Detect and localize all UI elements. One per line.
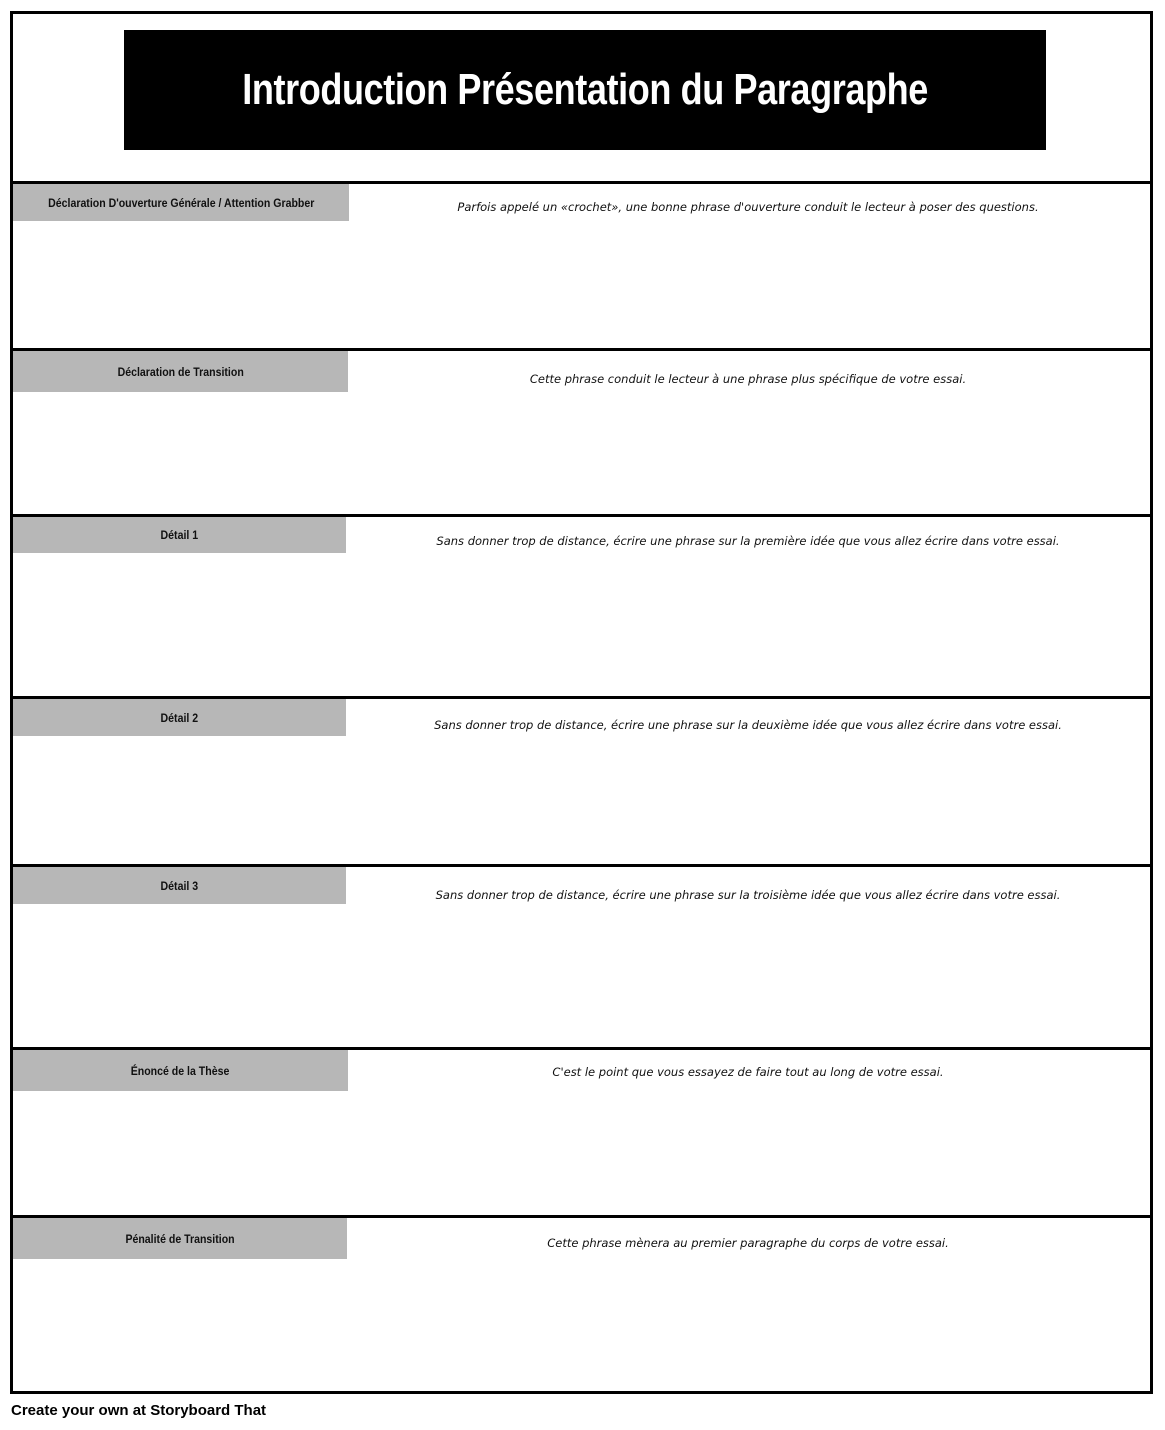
section-description: Sans donner trop de distance, écrire une phrase sur la deuxième idée que vous allez écrire dans votre essai. [434,718,1062,732]
section-description: Cette phrase mènera au premier paragraphe du corps de votre essai. [547,1236,949,1250]
section-label: Détail 2 [160,710,199,725]
section-label-box [13,1218,347,1259]
section-description: Sans donner trop de distance, écrire une phrase sur la troisième idée que vous allez écrire dans votre essai. [435,888,1061,902]
worksheet [10,11,1153,1394]
section-row-detail-3 [13,867,1150,1050]
footer-credit: Create your own at Storyboard That [11,1402,267,1419]
section-row-detail-2 [13,699,1150,867]
section-label-box [13,184,349,221]
section-row-detail-1 [13,517,1150,699]
page-title: Introduction Présentation du Paragraphe [242,65,928,114]
section-description: Sans donner trop de distance, écrire une phrase sur la première idée que vous allez écrire dans votre essai. [436,534,1060,548]
section-description: C'est le point que vous essayez de faire tout au long de votre essai. [552,1065,944,1079]
section-label: Énoncé de la Thèse [131,1063,230,1078]
section-label: Détail 3 [160,878,199,893]
section-row-opening [13,184,1150,351]
section-label: Déclaration D'ouverture Générale / Attention Grabber [47,195,315,210]
section-label-box [13,699,346,736]
section-label-box [13,1050,348,1091]
section-label-box [13,351,348,392]
section-row-closing-transition [13,1218,1150,1391]
worksheet-header [13,14,1150,184]
section-row-transition [13,351,1150,517]
section-label: Détail 1 [160,528,199,542]
section-description: Parfois appelé un «crochet», une bonne phrase d'ouverture conduit le lecteur à poser des questions. [457,200,1039,214]
section-label-box [13,517,346,553]
section-label-box [13,867,346,904]
title-bar [124,30,1046,150]
section-label: Déclaration de Transition [117,364,244,379]
section-row-thesis [13,1050,1150,1218]
section-description: Cette phrase conduit le lecteur à une phrase plus spécifique de votre essai. [529,372,967,386]
section-label: Pénalité de Transition [125,1231,235,1246]
